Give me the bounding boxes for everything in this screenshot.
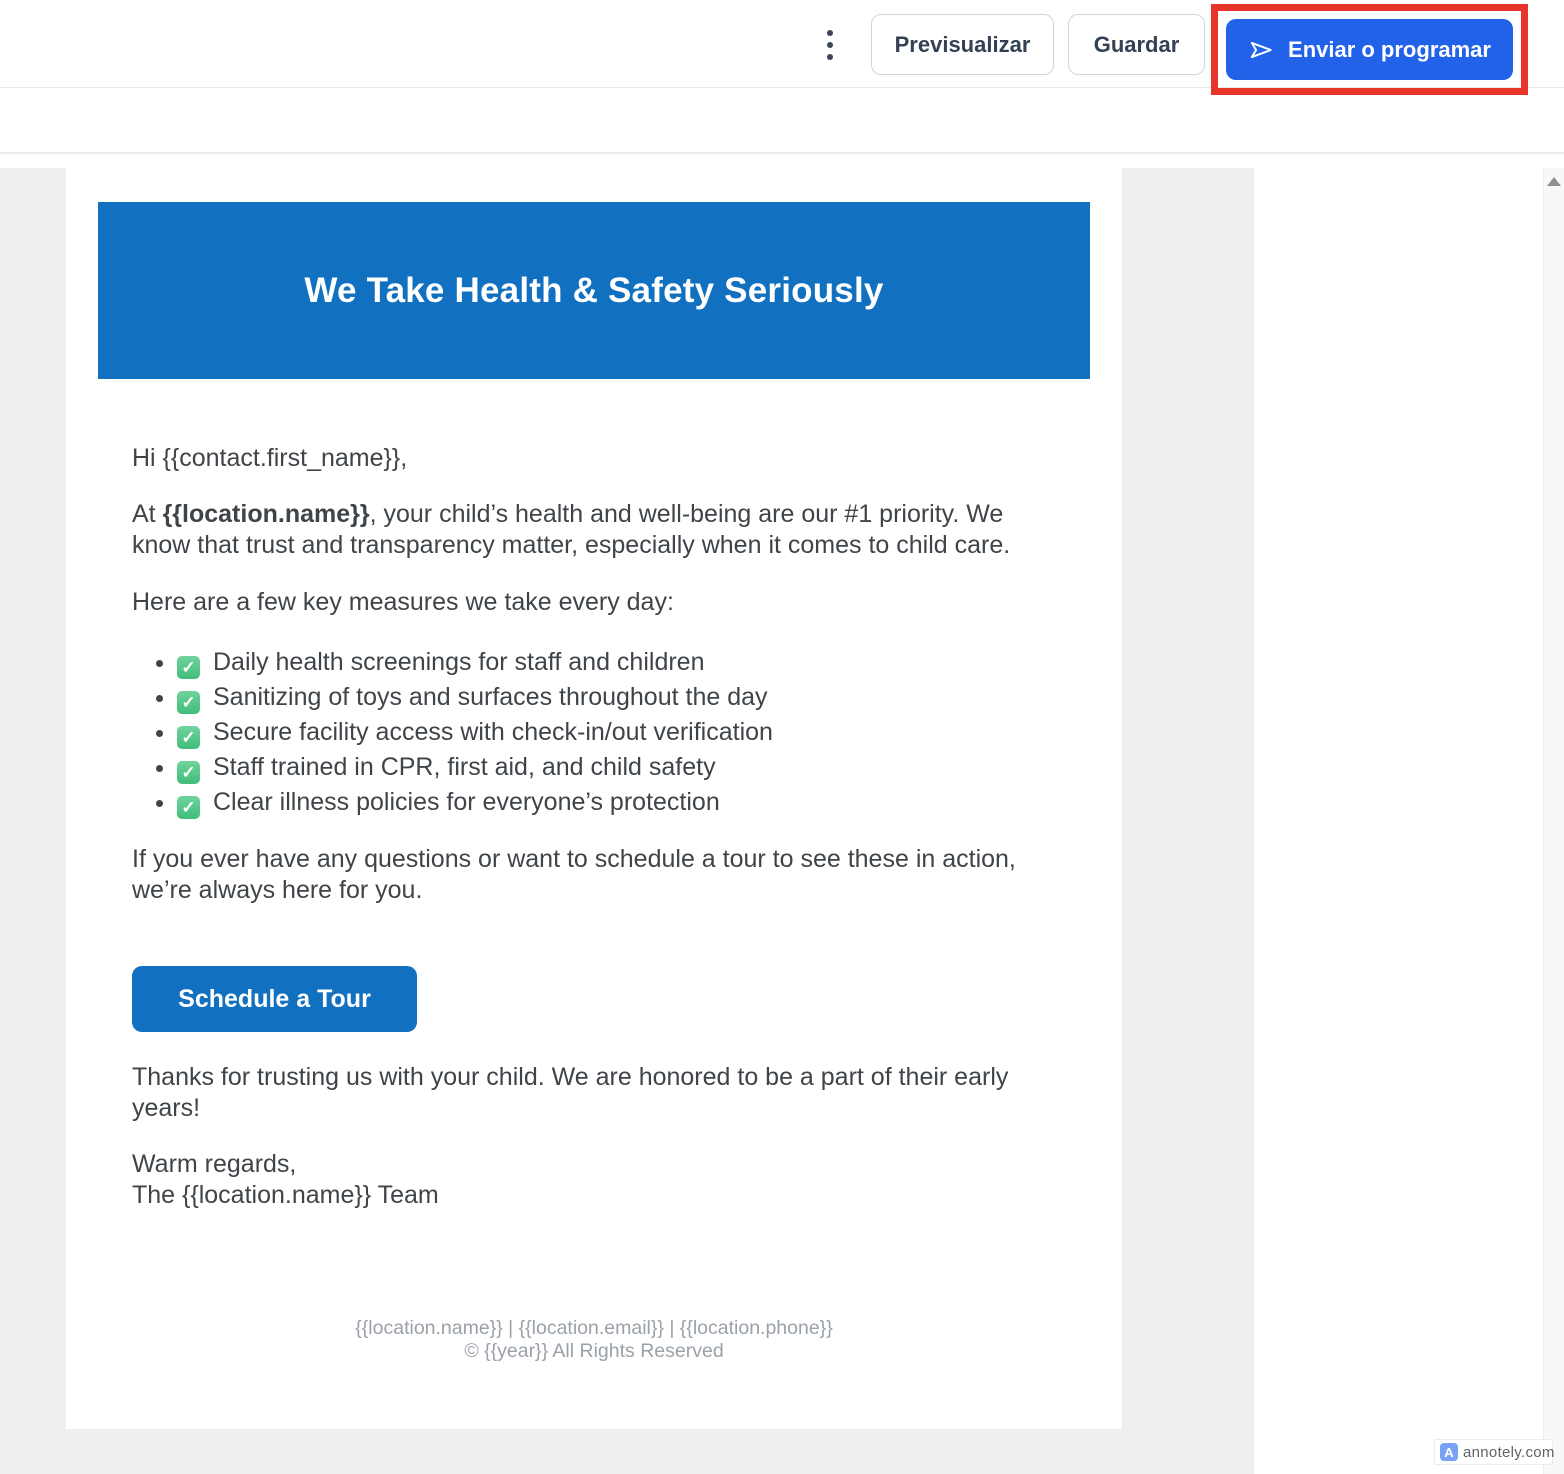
kebab-dot (827, 30, 833, 36)
check-icon: ✓ (177, 656, 200, 679)
annotely-watermark (1434, 1439, 1553, 1465)
section-divider (0, 152, 1564, 154)
intro-paragraph (132, 499, 1056, 561)
measure-text: Staff trained in CPR, first aid, and child safety (213, 753, 716, 781)
questions-paragraph: If you ever have any questions or want to schedule a tour to see these in action, we’re always here for you. (132, 845, 1016, 904)
signoff-line2: The {{location.name}} Team (132, 1181, 439, 1209)
measures-list (132, 645, 1032, 820)
footer-contact-line: {{location.name}} | {{location.email}} | {{location.phone}} (355, 1317, 833, 1339)
schedule-tour-button[interactable]: Schedule a Tour (132, 966, 417, 1032)
list-item (177, 645, 1032, 680)
email-footer (132, 1317, 1056, 1363)
measure-text: Daily health screenings for staff and children (213, 648, 705, 676)
thanks-paragraph: Thanks for trusting us with your child. We are honored to be a part of their early years! (132, 1063, 1009, 1122)
measure-text: Clear illness policies for everyone’s protection (213, 788, 720, 816)
vertical-scrollbar[interactable] (1543, 168, 1564, 1474)
check-icon: ✓ (177, 691, 200, 714)
email-canvas (66, 168, 1122, 1429)
annotely-logo-icon: A (1440, 1443, 1458, 1461)
footer-copyright-line: © {{year}} All Rights Reserved (464, 1340, 724, 1362)
send-icon (1248, 37, 1274, 63)
location-name-merge-field: {{location.name}} (162, 500, 370, 528)
send-button-label: Enviar o programar (1288, 36, 1491, 62)
scroll-up-arrow-icon[interactable] (1547, 177, 1561, 186)
kebab-dot (827, 42, 833, 48)
check-icon: ✓ (177, 761, 200, 784)
list-item (177, 680, 1032, 715)
measures-heading: Here are a few key measures we take every day: (132, 588, 674, 616)
list-item (177, 785, 1032, 820)
email-body (66, 443, 1122, 1363)
preview-button[interactable]: Previsualizar (871, 14, 1054, 75)
check-icon: ✓ (177, 796, 200, 819)
check-icon: ✓ (177, 726, 200, 749)
greeting-text: Hi {{contact.first_name}}, (132, 444, 408, 472)
send-or-schedule-button[interactable] (1226, 19, 1513, 80)
measure-text: Sanitizing of toys and surfaces throughout the day (213, 683, 768, 711)
save-button[interactable]: Guardar (1068, 14, 1205, 75)
kebab-dot (827, 54, 833, 60)
signoff-line1: Warm regards, (132, 1150, 297, 1178)
list-item (177, 715, 1032, 750)
list-item (177, 750, 1032, 785)
annotely-watermark-label: annotely.com (1463, 1443, 1555, 1461)
measure-text: Secure facility access with check-in/out verification (213, 718, 773, 746)
annotation-highlight-box (1211, 4, 1528, 95)
intro-prefix: At (132, 500, 163, 528)
intro-rest: , your child’s health and well-being are our #1 priority. We know that trust and transparency matter, especially when it comes to child care. (132, 500, 1011, 559)
kebab-menu-button[interactable] (822, 26, 838, 64)
signoff (132, 1149, 1056, 1211)
email-header-banner (98, 202, 1090, 379)
email-header-title: We Take Health & Safety Seriously (304, 270, 884, 310)
